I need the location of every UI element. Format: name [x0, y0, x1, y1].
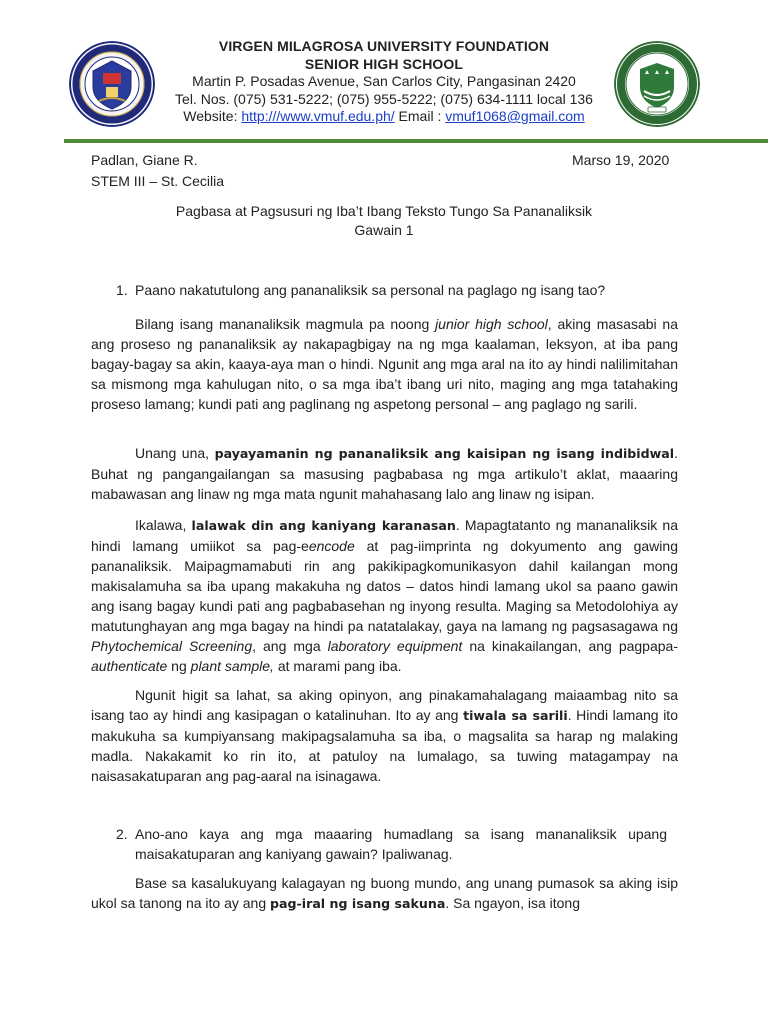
italic-run: Phytochemical Screening	[91, 638, 253, 654]
text-run: Ngunit higit sa lahat, sa aking opinyon, ang pinakamahalagang maiaambag nito sa isang tao ay hindi ang kasipagan o katalinuhan. Ito ay ang	[91, 687, 678, 723]
text-run: , aking masasabi na ang proseso ng pananaliksik ay nakapagbigay na ng mga kaalaman, leksyon, at iba pang bagay-bagay sa akin, kaaya-aya man o hindi. Ngunit ang mga aral na ito ay hindi nalilimitahan sa mismong mga kahulugan nito, o sa mga iba’t ibang uri nito, maging ang mga tatahaking proseso lamang; kundi pati ang paglinang ng aspetong personal – ang paglago ng sarili.	[91, 316, 678, 412]
question-text: Paano nakatutulong ang pananaliksik sa personal na paglago ng isang tao?	[135, 282, 606, 298]
school-address: Martin P. Posadas Avenue, San Carlos City, Pangasinan 2420	[192, 73, 576, 89]
italic-run: plant sample,	[190, 658, 274, 674]
document-date: Marso 19, 2020	[572, 152, 670, 168]
email-label: Email :	[394, 108, 446, 124]
italic-run: authenticate	[91, 658, 168, 674]
text-run: , ang mga	[252, 638, 328, 654]
text-run: . Mapagtatanto ng mananaliksik na hindi lamang umiikot sa pag-e	[91, 517, 679, 554]
text-run: at marami pang iba.	[273, 658, 402, 674]
question-number: 1.	[116, 282, 128, 298]
text-run: ng	[167, 658, 191, 674]
letterhead-text	[140, 38, 628, 126]
university-name: VIRGEN MILAGROSA UNIVERSITY FOUNDATION	[218, 38, 550, 54]
website-label: Website:	[183, 108, 242, 124]
italic-run: junior high school	[435, 316, 548, 332]
text-run: Ikalawa,	[135, 517, 192, 533]
bold-run: payayamanin ng pananaliksik ang kaisipan ng isang indibidwal	[214, 446, 675, 461]
paragraph-2	[91, 443, 678, 504]
student-section: STEM III – St. Cecilia	[91, 173, 225, 189]
text-run: at pag-iimprinta ng dokyumento ang gawing pananaliksik. Maipagmamabuti rin ang pakikipagkomunikasyon dahil kailangan mong makisalamuha sa iba upang makakuha ng datos – datos hindi lamang ukol sa paano gawin ang isang bagay kundi pati ang pagbabasehan ng inyong resulta. Maging sa Metodolohiya ay matutunghayan ang mga bagay na hindi pa natatalakay, gaya na lamang ng pagsasagawa ng	[91, 538, 678, 634]
text-run: Base sa kasalukuyang kalagayan ng buong mundo, ang unang pumasok sa aking isip ukol sa tanong na ito ay ang	[91, 875, 678, 911]
bold-run: pag-iral ng isang sakuna	[270, 896, 446, 911]
paragraph-5	[91, 873, 678, 914]
bold-run: tiwala sa sarili	[463, 708, 568, 723]
student-name: Padlan, Giane R.	[91, 152, 198, 168]
subject-title: Pagbasa at Pagsusuri ng Iba’t Ibang Teksto Tungo Sa Pananaliksik	[175, 203, 593, 219]
letterhead	[0, 38, 768, 140]
website-link[interactable]: http:///www.vmuf.edu.ph/	[241, 108, 395, 124]
paragraph-4	[91, 685, 678, 786]
text-run: . Hindi lamang ito makukuha sa kumpiyansang makipagsalamuha sa iba, o magsalita sa harap ng malaking madla. Nakakamit ko rin ito, at patuloy na lumalago, sa tuwing matagampay na naisasakatuparan ang pag-aaral na isinagawa.	[91, 707, 678, 784]
question-text: Ano-ano kaya ang mga maaaring humadlang sa isang mananaliksik upang maisakatuparan ang kaniyang gawain? Ipaliwanag.	[135, 826, 667, 862]
bold-run: lalawak din ang kaniyang karanasan	[191, 518, 456, 533]
telephone-numbers: Tel. Nos. (075) 531-5222; (075) 955-5222; (075) 634-1111 local 136	[175, 90, 593, 107]
header-divider	[64, 139, 768, 143]
paragraph-3	[91, 515, 678, 676]
italic-run: encode	[308, 538, 355, 554]
italic-run: laboratory equipment	[327, 638, 463, 654]
school-seal-logo	[614, 41, 700, 127]
text-run: . Buhat ng pangangailangan sa masusing pagbabasa ng mga artikulo’t aklat, maaaring mabawasan ang linaw ng mga mata ngunit mahahasang lalo ang linaw ng isipan.	[91, 445, 678, 502]
text-run: na kinakailangan, ang pagpapa-	[462, 638, 678, 654]
text-run: Unang una,	[135, 445, 215, 461]
text-run: Bilang isang mananaliksik magmula pa noong	[135, 316, 436, 332]
activity-title: Gawain 1	[354, 222, 414, 238]
text-run: . Sa ngayon, isa itong	[445, 895, 581, 911]
email-link[interactable]: vmuf1068@gmail.com	[445, 108, 585, 124]
paragraph-1	[91, 314, 678, 414]
question-number: 2.	[116, 826, 128, 842]
school-name: SENIOR HIGH SCHOOL	[304, 55, 464, 72]
contact-line	[140, 108, 628, 126]
